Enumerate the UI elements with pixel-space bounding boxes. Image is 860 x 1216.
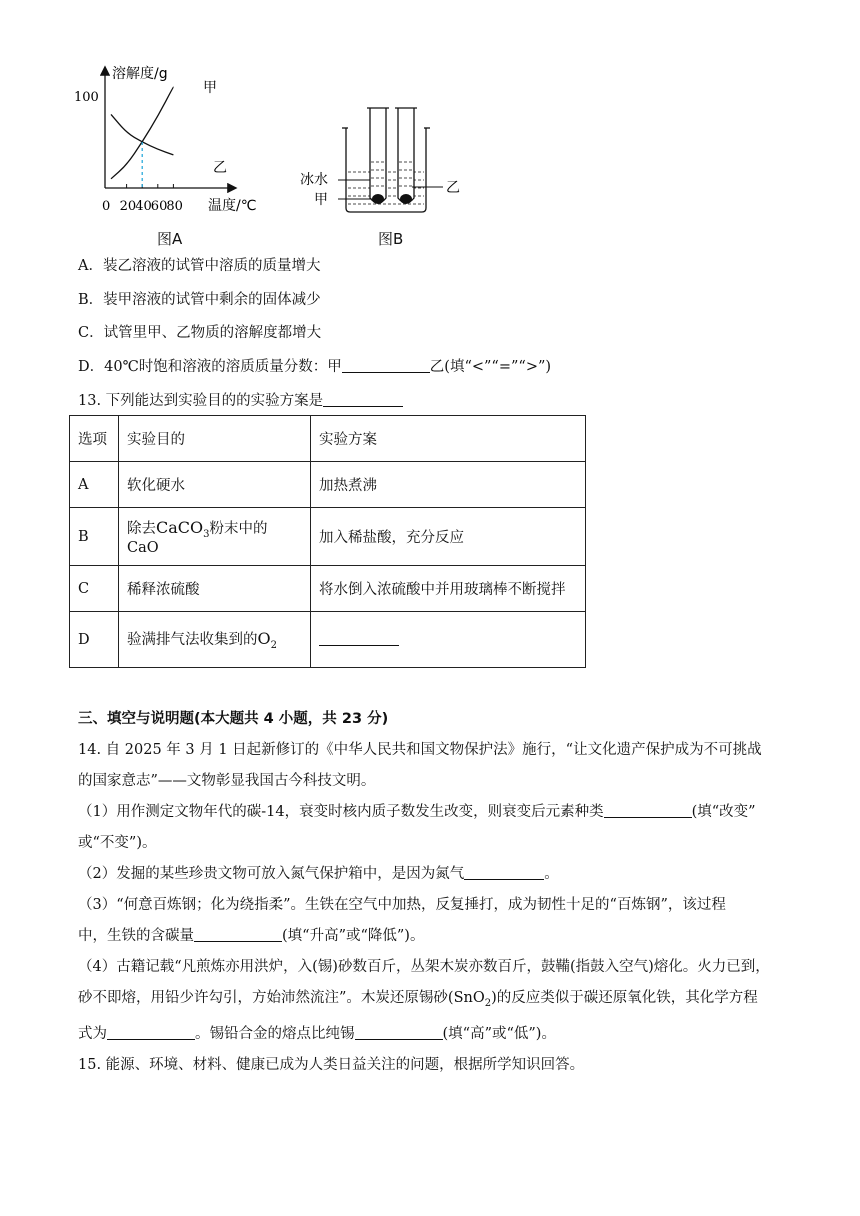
table-row: B 除去CaCO$_3$粉末中的 CaO 加入稀盐酸，充分反应 [70,508,586,566]
option-a: A．装乙溶液的试管中溶质的质量增大 [78,258,321,274]
q14: 14. 自 2025 年 3 月 1 日起新修订的《中华人民共和国文物保护法》施行，“让文化遗产保护成为不可挑战 的国家意志”——文物彰显我国古今科技文明。 （1）用作测定文物年代的碳-14，衰变时核内质子数发生改变，则衰变后元素种类 (填“改变” 或“不变”)。 （2）发掘的某些珍贵文物可放入氮气保护箱中，是因为氮气 。 （3）“何意百炼钢；化为绕指柔”。生铁在空气中加热，反复捶打，成为韧性十足的“百炼钢”，该过程 中，生铁的含碳量 (填“升高”或“降低”)。 （4）古籍记载“凡煎炼亦用洪炉，入(锡)砂数百斤，丛架木炭亦数百斤，鼓鞴(指鼓入空气)熔化。火力已到， 砂不即熔，用铅少许勾引，方始沛然流注”。木炭还原锡砂(SnO$_2$)的反应类似于碳还原氧化铁，其化学方程 式为 。锡铅合金的熔点比纯锡 (填“高”或“低”)。 15. 能源、环境、材料、健康已成为人类日益关注的问题，根据所学知识回答。 [78,735,784,1081]
yi-label: 乙 [446,180,460,196]
option-d: D．40℃时饱和溶液的溶质质量分数：甲 乙(填“<”“=”“>”) [78,359,552,375]
curve-jia-label: 甲 [203,80,217,96]
x-tick-label: 80 [166,199,183,214]
q15-stem: 15. 能源、环境、材料、健康已成为人类日益关注的问题，根据所学知识回答。 [78,1056,585,1073]
x-tick-label: 60 [150,199,168,214]
table-row: A 软化硬水 加热煮沸 [70,462,586,508]
table-row: D 验满排气法收集到的$O_2$ [70,612,586,668]
curve-jia [111,87,173,179]
table-header: 实验方案 [311,416,586,462]
q13-stem: 13. 下列能达到实验目的的实验方案是 [78,389,403,410]
x-tick-label: 0 [102,199,111,214]
test-tube-left [370,108,386,203]
x-tick-label: 40 [135,199,152,214]
table-header: 选项 [70,416,119,462]
option-b: B．装甲溶液的试管中剩余的固体减少 [78,292,321,308]
ice-water-label: 冰水 [300,172,328,188]
beaker-figure [298,100,478,220]
test-tube-right [398,108,414,203]
figure-a-caption: 图A [157,230,183,248]
x-tick-label: 20 [119,199,137,214]
table-row: C 稀释浓硫酸 将水倒入浓硫酸中并用玻璃棒不断搅拌 [70,566,586,612]
x-label: 温度/℃ [208,198,257,214]
solid-jia [372,194,384,204]
table-header: 实验目的 [119,416,311,462]
figure-b-caption: 图B [378,230,404,248]
y-label: 溶解度/g [112,66,168,82]
solubility-chart [70,60,280,220]
experiment-table [69,415,586,668]
y-100-label: 100 [74,90,99,105]
section-title: 三、填空与说明题(本大题共 4 小题，共 23 分) [78,711,389,727]
solid-yi [400,194,412,204]
option-c: C．试管里甲、乙物质的溶解度都增大 [78,325,322,341]
curve-yi-label: 乙 [213,160,227,176]
jia-label: 甲 [314,192,328,208]
